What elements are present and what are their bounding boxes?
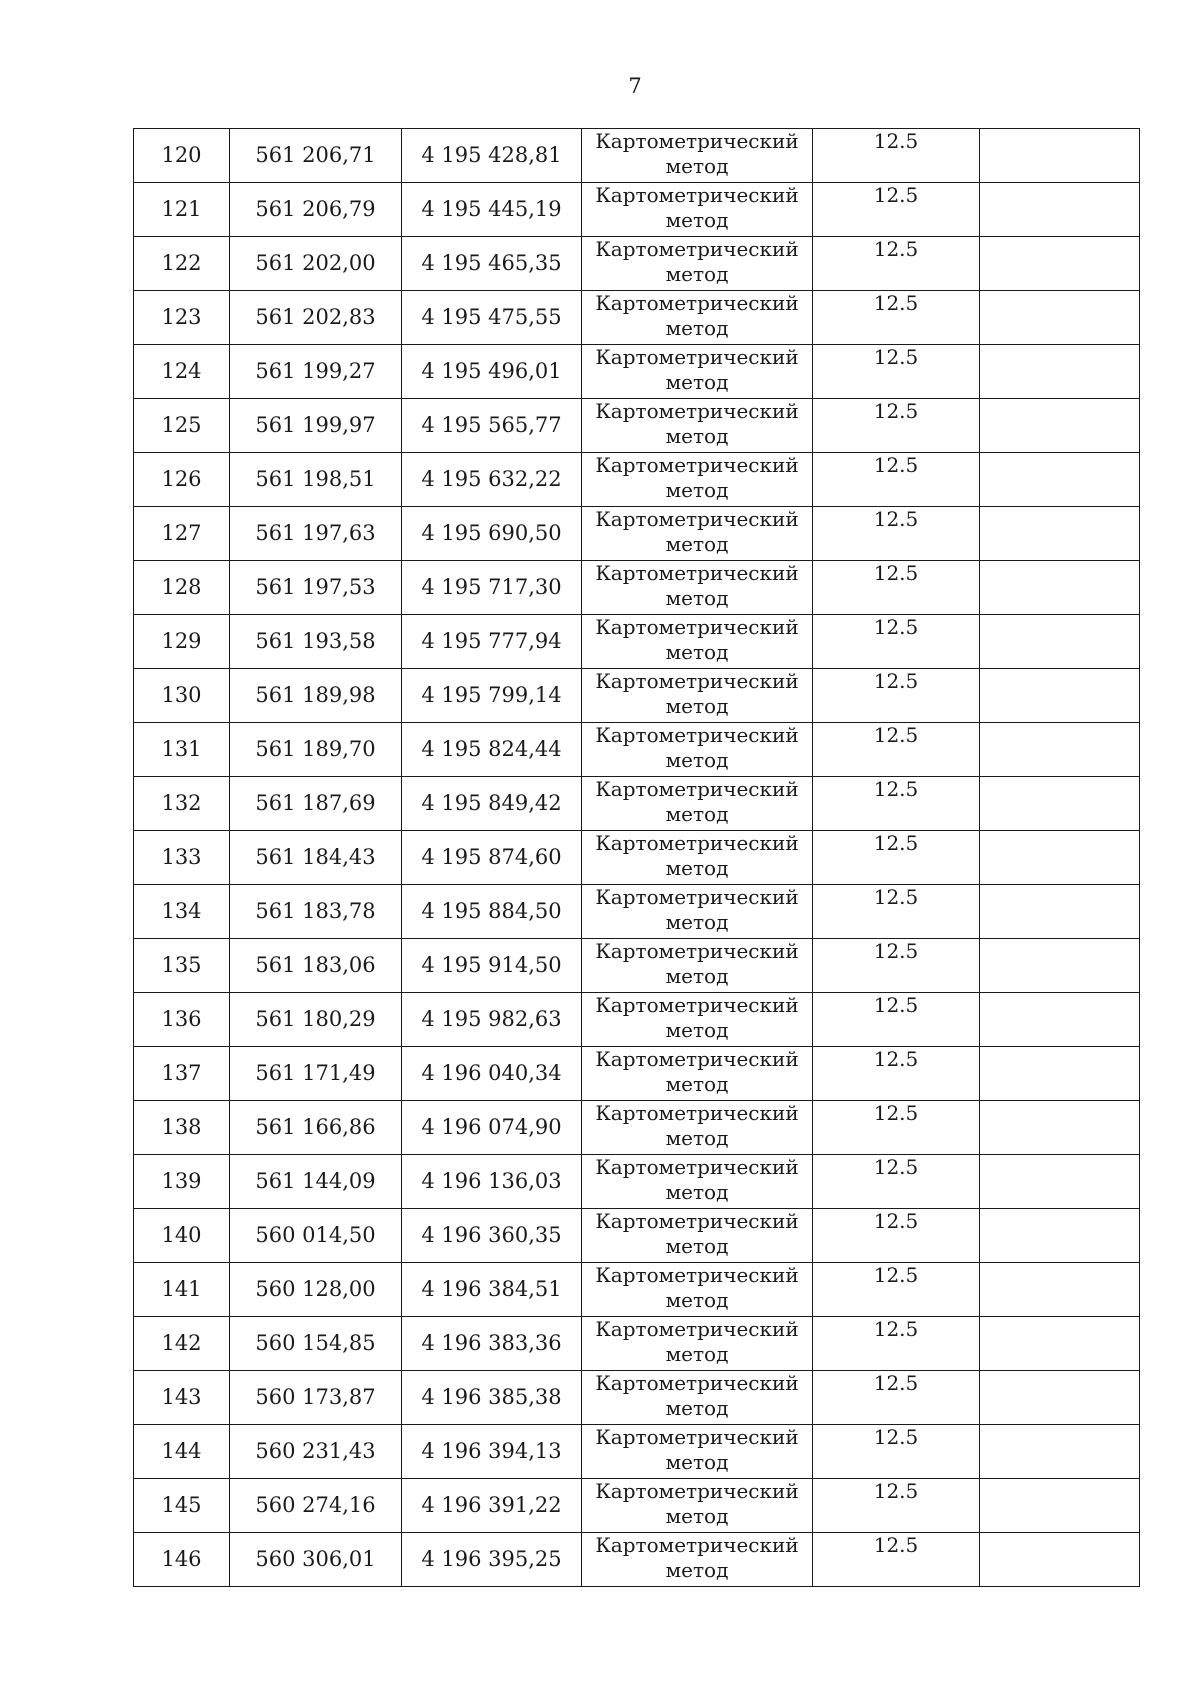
y-coordinate-cell: 4 196 384,51 bbox=[402, 1263, 582, 1317]
method-cell bbox=[582, 777, 813, 831]
x-coordinate-cell: 561 144,09 bbox=[230, 1155, 402, 1209]
point-number-cell: 130 bbox=[134, 669, 230, 723]
table-row bbox=[134, 129, 1140, 183]
y-coordinate-cell: 4 195 632,22 bbox=[402, 453, 582, 507]
accuracy-cell: 12.5 bbox=[813, 1317, 980, 1371]
y-coordinate-cell: 4 195 914,50 bbox=[402, 939, 582, 993]
point-number-cell: 125 bbox=[134, 399, 230, 453]
method-suffix: метод bbox=[665, 208, 729, 232]
accuracy-cell: 12.5 bbox=[813, 1371, 980, 1425]
table-row bbox=[134, 615, 1140, 669]
table-row bbox=[134, 723, 1140, 777]
method-name: Картометрический bbox=[595, 453, 799, 477]
method-name: Картометрический bbox=[595, 1479, 799, 1503]
method-name: Картометрический bbox=[595, 1425, 799, 1449]
method-cell bbox=[582, 453, 813, 507]
accuracy-cell: 12.5 bbox=[813, 237, 980, 291]
x-coordinate-cell: 561 193,58 bbox=[230, 615, 402, 669]
method-name: Картометрический bbox=[595, 669, 799, 693]
y-coordinate-cell: 4 196 391,22 bbox=[402, 1479, 582, 1533]
note-cell bbox=[980, 561, 1140, 615]
method-suffix: метод bbox=[665, 964, 729, 988]
point-number-cell: 141 bbox=[134, 1263, 230, 1317]
method-name: Картометрический bbox=[595, 939, 799, 963]
table-row bbox=[134, 1047, 1140, 1101]
point-number-cell: 133 bbox=[134, 831, 230, 885]
y-coordinate-cell: 4 196 383,36 bbox=[402, 1317, 582, 1371]
method-cell bbox=[582, 1533, 813, 1587]
method-suffix: метод bbox=[665, 1072, 729, 1096]
accuracy-cell: 12.5 bbox=[813, 1479, 980, 1533]
method-suffix: метод bbox=[665, 910, 729, 934]
method-name: Картометрический bbox=[595, 1317, 799, 1341]
note-cell bbox=[980, 1317, 1140, 1371]
coordinates-table bbox=[133, 128, 1140, 1587]
x-coordinate-cell: 561 171,49 bbox=[230, 1047, 402, 1101]
point-number-cell: 132 bbox=[134, 777, 230, 831]
note-cell bbox=[980, 615, 1140, 669]
y-coordinate-cell: 4 196 136,03 bbox=[402, 1155, 582, 1209]
x-coordinate-cell: 561 199,27 bbox=[230, 345, 402, 399]
method-suffix: метод bbox=[665, 856, 729, 880]
y-coordinate-cell: 4 195 824,44 bbox=[402, 723, 582, 777]
table-row bbox=[134, 561, 1140, 615]
method-suffix: метод bbox=[665, 1396, 729, 1420]
table-row bbox=[134, 777, 1140, 831]
y-coordinate-cell: 4 196 395,25 bbox=[402, 1533, 582, 1587]
method-name: Картометрический bbox=[595, 1263, 799, 1287]
x-coordinate-cell: 561 198,51 bbox=[230, 453, 402, 507]
note-cell bbox=[980, 1209, 1140, 1263]
accuracy-cell: 12.5 bbox=[813, 831, 980, 885]
note-cell bbox=[980, 1371, 1140, 1425]
method-suffix: метод bbox=[665, 1234, 729, 1258]
y-coordinate-cell: 4 195 874,60 bbox=[402, 831, 582, 885]
point-number-cell: 146 bbox=[134, 1533, 230, 1587]
x-coordinate-cell: 561 183,06 bbox=[230, 939, 402, 993]
accuracy-cell: 12.5 bbox=[813, 1101, 980, 1155]
point-number-cell: 145 bbox=[134, 1479, 230, 1533]
note-cell bbox=[980, 129, 1140, 183]
method-name: Картометрический bbox=[595, 1155, 799, 1179]
method-name: Картометрический bbox=[595, 723, 799, 747]
note-cell bbox=[980, 1425, 1140, 1479]
point-number-cell: 123 bbox=[134, 291, 230, 345]
y-coordinate-cell: 4 195 690,50 bbox=[402, 507, 582, 561]
accuracy-cell: 12.5 bbox=[813, 1263, 980, 1317]
accuracy-cell: 12.5 bbox=[813, 183, 980, 237]
x-coordinate-cell: 561 183,78 bbox=[230, 885, 402, 939]
method-name: Картометрический bbox=[595, 1101, 799, 1125]
table-row bbox=[134, 1155, 1140, 1209]
method-cell bbox=[582, 1479, 813, 1533]
point-number-cell: 139 bbox=[134, 1155, 230, 1209]
method-cell bbox=[582, 669, 813, 723]
y-coordinate-cell: 4 195 982,63 bbox=[402, 993, 582, 1047]
accuracy-cell: 12.5 bbox=[813, 561, 980, 615]
method-name: Картометрический bbox=[595, 885, 799, 909]
note-cell bbox=[980, 777, 1140, 831]
point-number-cell: 136 bbox=[134, 993, 230, 1047]
method-suffix: метод bbox=[665, 586, 729, 610]
accuracy-cell: 12.5 bbox=[813, 669, 980, 723]
method-name: Картометрический bbox=[595, 1047, 799, 1071]
method-name: Картометрический bbox=[595, 345, 799, 369]
method-name: Картометрический bbox=[595, 399, 799, 423]
y-coordinate-cell: 4 195 465,35 bbox=[402, 237, 582, 291]
accuracy-cell: 12.5 bbox=[813, 453, 980, 507]
method-suffix: метод bbox=[665, 1126, 729, 1150]
note-cell bbox=[980, 1047, 1140, 1101]
y-coordinate-cell: 4 195 428,81 bbox=[402, 129, 582, 183]
x-coordinate-cell: 561 180,29 bbox=[230, 993, 402, 1047]
method-suffix: метод bbox=[665, 802, 729, 826]
note-cell bbox=[980, 1533, 1140, 1587]
y-coordinate-cell: 4 195 849,42 bbox=[402, 777, 582, 831]
point-number-cell: 140 bbox=[134, 1209, 230, 1263]
x-coordinate-cell: 561 166,86 bbox=[230, 1101, 402, 1155]
method-name: Картометрический bbox=[595, 507, 799, 531]
method-suffix: метод bbox=[665, 1342, 729, 1366]
y-coordinate-cell: 4 196 394,13 bbox=[402, 1425, 582, 1479]
table-row bbox=[134, 183, 1140, 237]
x-coordinate-cell: 561 202,83 bbox=[230, 291, 402, 345]
accuracy-cell: 12.5 bbox=[813, 615, 980, 669]
x-coordinate-cell: 561 206,79 bbox=[230, 183, 402, 237]
accuracy-cell: 12.5 bbox=[813, 1047, 980, 1101]
point-number-cell: 129 bbox=[134, 615, 230, 669]
point-number-cell: 138 bbox=[134, 1101, 230, 1155]
method-cell bbox=[582, 183, 813, 237]
accuracy-cell: 12.5 bbox=[813, 291, 980, 345]
point-number-cell: 134 bbox=[134, 885, 230, 939]
note-cell bbox=[980, 1101, 1140, 1155]
point-number-cell: 126 bbox=[134, 453, 230, 507]
table-row bbox=[134, 291, 1140, 345]
point-number-cell: 124 bbox=[134, 345, 230, 399]
table-row bbox=[134, 1533, 1140, 1587]
method-suffix: метод bbox=[665, 1018, 729, 1042]
y-coordinate-cell: 4 196 360,35 bbox=[402, 1209, 582, 1263]
note-cell bbox=[980, 831, 1140, 885]
x-coordinate-cell: 561 206,71 bbox=[230, 129, 402, 183]
method-suffix: метод bbox=[665, 370, 729, 394]
x-coordinate-cell: 560 154,85 bbox=[230, 1317, 402, 1371]
table-row bbox=[134, 1101, 1140, 1155]
method-name: Картометрический bbox=[595, 1533, 799, 1557]
note-cell bbox=[980, 345, 1140, 399]
method-suffix: метод bbox=[665, 748, 729, 772]
method-suffix: метод bbox=[665, 694, 729, 718]
method-cell bbox=[582, 1155, 813, 1209]
method-cell bbox=[582, 1317, 813, 1371]
table-row bbox=[134, 1479, 1140, 1533]
table-row bbox=[134, 237, 1140, 291]
method-suffix: метод bbox=[665, 1504, 729, 1528]
method-suffix: метод bbox=[665, 532, 729, 556]
point-number-cell: 121 bbox=[134, 183, 230, 237]
accuracy-cell: 12.5 bbox=[813, 129, 980, 183]
note-cell bbox=[980, 183, 1140, 237]
x-coordinate-cell: 561 187,69 bbox=[230, 777, 402, 831]
table-row bbox=[134, 993, 1140, 1047]
y-coordinate-cell: 4 195 496,01 bbox=[402, 345, 582, 399]
point-number-cell: 143 bbox=[134, 1371, 230, 1425]
x-coordinate-cell: 561 184,43 bbox=[230, 831, 402, 885]
x-coordinate-cell: 561 197,63 bbox=[230, 507, 402, 561]
method-cell bbox=[582, 129, 813, 183]
point-number-cell: 131 bbox=[134, 723, 230, 777]
table-row bbox=[134, 939, 1140, 993]
point-number-cell: 122 bbox=[134, 237, 230, 291]
method-name: Картометрический bbox=[595, 237, 799, 261]
method-suffix: метод bbox=[665, 424, 729, 448]
method-name: Картометрический bbox=[595, 561, 799, 585]
y-coordinate-cell: 4 195 475,55 bbox=[402, 291, 582, 345]
method-cell bbox=[582, 993, 813, 1047]
method-name: Картометрический bbox=[595, 183, 799, 207]
x-coordinate-cell: 560 231,43 bbox=[230, 1425, 402, 1479]
y-coordinate-cell: 4 195 445,19 bbox=[402, 183, 582, 237]
method-cell bbox=[582, 507, 813, 561]
note-cell bbox=[980, 1155, 1140, 1209]
method-cell bbox=[582, 1263, 813, 1317]
method-suffix: метод bbox=[665, 154, 729, 178]
y-coordinate-cell: 4 196 385,38 bbox=[402, 1371, 582, 1425]
x-coordinate-cell: 560 014,50 bbox=[230, 1209, 402, 1263]
accuracy-cell: 12.5 bbox=[813, 399, 980, 453]
method-name: Картометрический bbox=[595, 993, 799, 1017]
accuracy-cell: 12.5 bbox=[813, 1533, 980, 1587]
accuracy-cell: 12.5 bbox=[813, 993, 980, 1047]
method-cell bbox=[582, 237, 813, 291]
x-coordinate-cell: 560 274,16 bbox=[230, 1479, 402, 1533]
method-cell bbox=[582, 615, 813, 669]
table-row bbox=[134, 669, 1140, 723]
method-suffix: метод bbox=[665, 640, 729, 664]
table-row bbox=[134, 1263, 1140, 1317]
y-coordinate-cell: 4 195 777,94 bbox=[402, 615, 582, 669]
note-cell bbox=[980, 939, 1140, 993]
method-cell bbox=[582, 1425, 813, 1479]
method-cell bbox=[582, 291, 813, 345]
point-number-cell: 144 bbox=[134, 1425, 230, 1479]
method-suffix: метод bbox=[665, 478, 729, 502]
y-coordinate-cell: 4 196 040,34 bbox=[402, 1047, 582, 1101]
point-number-cell: 142 bbox=[134, 1317, 230, 1371]
table-row bbox=[134, 453, 1140, 507]
method-cell bbox=[582, 345, 813, 399]
method-cell bbox=[582, 399, 813, 453]
note-cell bbox=[980, 1263, 1140, 1317]
y-coordinate-cell: 4 195 799,14 bbox=[402, 669, 582, 723]
note-cell bbox=[980, 237, 1140, 291]
accuracy-cell: 12.5 bbox=[813, 777, 980, 831]
method-cell bbox=[582, 561, 813, 615]
method-name: Картометрический bbox=[595, 1371, 799, 1395]
method-name: Картометрический bbox=[595, 291, 799, 315]
coordinates-table-body bbox=[134, 129, 1140, 1587]
y-coordinate-cell: 4 195 884,50 bbox=[402, 885, 582, 939]
point-number-cell: 137 bbox=[134, 1047, 230, 1101]
accuracy-cell: 12.5 bbox=[813, 1425, 980, 1479]
y-coordinate-cell: 4 195 717,30 bbox=[402, 561, 582, 615]
accuracy-cell: 12.5 bbox=[813, 507, 980, 561]
method-cell bbox=[582, 1371, 813, 1425]
y-coordinate-cell: 4 195 565,77 bbox=[402, 399, 582, 453]
method-name: Картометрический bbox=[595, 129, 799, 153]
method-suffix: метод bbox=[665, 1288, 729, 1312]
accuracy-cell: 12.5 bbox=[813, 1155, 980, 1209]
accuracy-cell: 12.5 bbox=[813, 939, 980, 993]
accuracy-cell: 12.5 bbox=[813, 1209, 980, 1263]
method-cell bbox=[582, 723, 813, 777]
method-suffix: метод bbox=[665, 1450, 729, 1474]
method-suffix: метод bbox=[665, 1180, 729, 1204]
method-suffix: метод bbox=[665, 1558, 729, 1582]
table-row bbox=[134, 1317, 1140, 1371]
x-coordinate-cell: 561 197,53 bbox=[230, 561, 402, 615]
note-cell bbox=[980, 669, 1140, 723]
page-number: 7 bbox=[628, 74, 642, 98]
method-suffix: метод bbox=[665, 262, 729, 286]
method-cell bbox=[582, 1101, 813, 1155]
y-coordinate-cell: 4 196 074,90 bbox=[402, 1101, 582, 1155]
x-coordinate-cell: 560 306,01 bbox=[230, 1533, 402, 1587]
accuracy-cell: 12.5 bbox=[813, 723, 980, 777]
table-row bbox=[134, 345, 1140, 399]
x-coordinate-cell: 561 189,98 bbox=[230, 669, 402, 723]
method-cell bbox=[582, 1209, 813, 1263]
note-cell bbox=[980, 291, 1140, 345]
method-name: Картометрический bbox=[595, 1209, 799, 1233]
note-cell bbox=[980, 723, 1140, 777]
table-row bbox=[134, 399, 1140, 453]
table-row bbox=[134, 1209, 1140, 1263]
note-cell bbox=[980, 453, 1140, 507]
x-coordinate-cell: 561 202,00 bbox=[230, 237, 402, 291]
note-cell bbox=[980, 993, 1140, 1047]
method-cell bbox=[582, 1047, 813, 1101]
method-name: Картометрический bbox=[595, 615, 799, 639]
point-number-cell: 128 bbox=[134, 561, 230, 615]
method-suffix: метод bbox=[665, 316, 729, 340]
method-cell bbox=[582, 831, 813, 885]
x-coordinate-cell: 561 189,70 bbox=[230, 723, 402, 777]
note-cell bbox=[980, 399, 1140, 453]
table-row bbox=[134, 1425, 1140, 1479]
table-row bbox=[134, 507, 1140, 561]
note-cell bbox=[980, 885, 1140, 939]
x-coordinate-cell: 560 173,87 bbox=[230, 1371, 402, 1425]
point-number-cell: 120 bbox=[134, 129, 230, 183]
method-cell bbox=[582, 939, 813, 993]
method-name: Картометрический bbox=[595, 777, 799, 801]
x-coordinate-cell: 560 128,00 bbox=[230, 1263, 402, 1317]
x-coordinate-cell: 561 199,97 bbox=[230, 399, 402, 453]
note-cell bbox=[980, 1479, 1140, 1533]
point-number-cell: 127 bbox=[134, 507, 230, 561]
point-number-cell: 135 bbox=[134, 939, 230, 993]
note-cell bbox=[980, 507, 1140, 561]
table-row bbox=[134, 831, 1140, 885]
accuracy-cell: 12.5 bbox=[813, 345, 980, 399]
accuracy-cell: 12.5 bbox=[813, 885, 980, 939]
table-row bbox=[134, 885, 1140, 939]
method-cell bbox=[582, 885, 813, 939]
table-row bbox=[134, 1371, 1140, 1425]
method-name: Картометрический bbox=[595, 831, 799, 855]
